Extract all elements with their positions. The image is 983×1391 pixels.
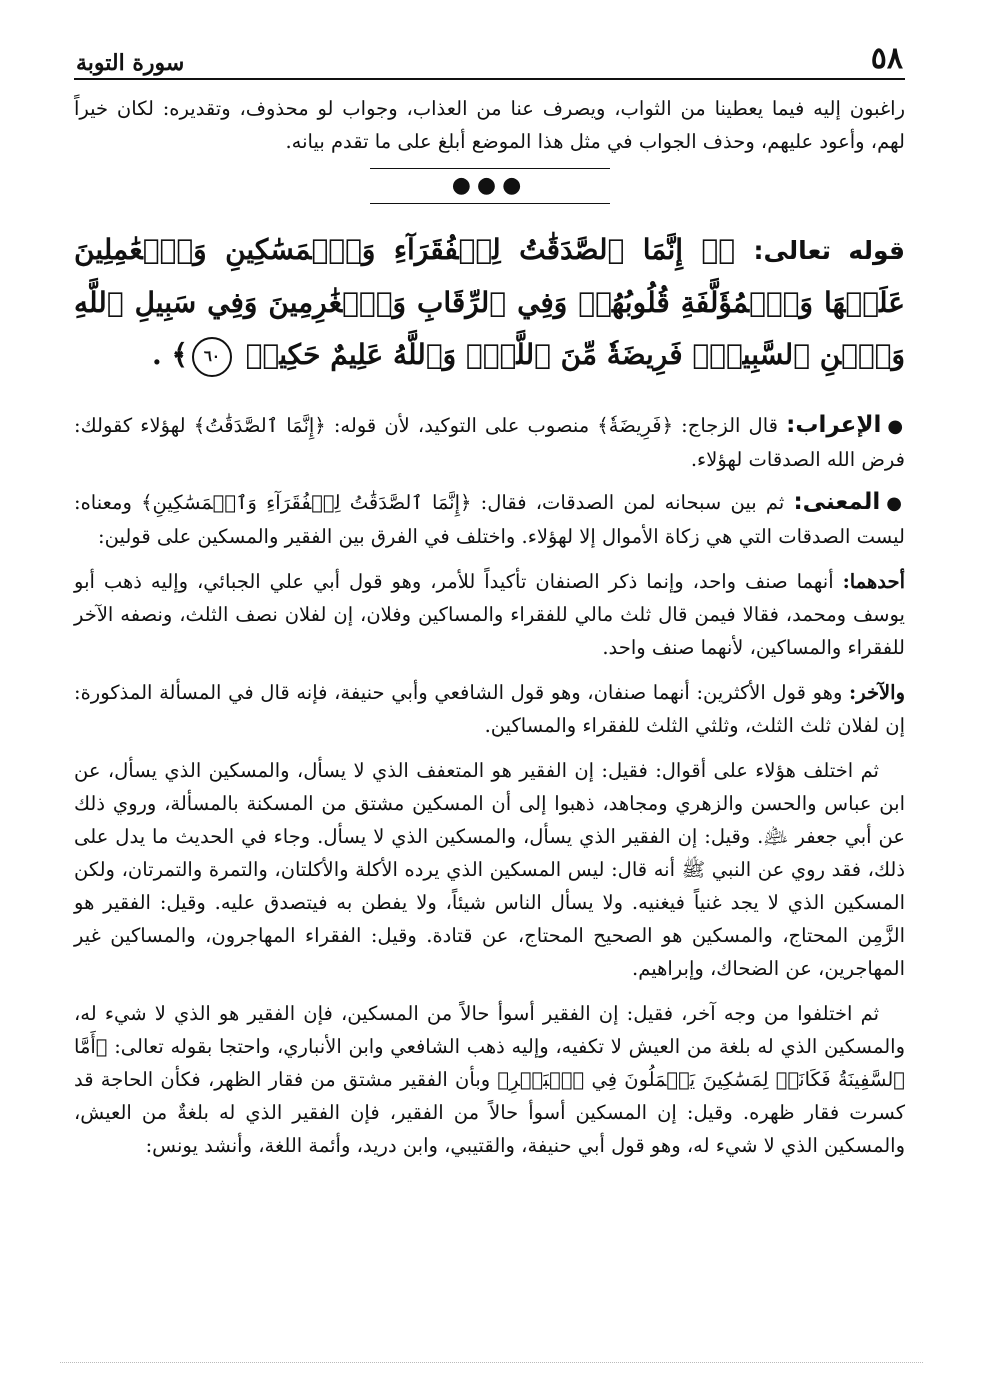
second-opinion-label: والآخر: xyxy=(849,681,905,704)
irab-text: قال الزجاج: ﴿فَرِيضَةٗ﴾ منصوب على التوكيد، لأن قوله: ﴿إِنَّمَا ٱلصَّدَقَٰتُ﴾ لهؤلاء كقولك: فرض الله الصدقات لهؤلاء. xyxy=(74,414,905,471)
differences-paragraph: ثم اختلف هؤلاء على أقوال: فقيل: إن الفقير هو المتعفف الذي لا يسأل، والمسكين الذي يسأل، عن ابن عباس والحسن والزهري ومجاهد، ذهبوا إلى أن المسكين مشتق من المسكنة بالمسألة، وروي ذلك عن أبي جعفر ﵇. وقيل: إن الفقير الذي يسأل، والمسكين الذي لا يسأل. وجاء في الحديث ما يدل على ذلك، فقد روي عن النبي ﷺ أنه قال: ليس المسكين الذي يرده الأكلة والأكلتان، والتمرة والتمرتان، ولكن المسكين الذي لا يجد غنياً فيغنيه. ولا يسأل الناس شيئاً، ولا يفطن به فيتصدق عليه. وقيل: الفقير هو الزَّمِن المحتاج، والمسكين هو الصحيح المحتاج، عن قتادة. وقيل: الفقراء المهاجرون، والمساكين غير المهاجرين، عن الضحاك، وإبراهيم. xyxy=(74,759,905,980)
first-opinion-paragraph xyxy=(74,565,905,664)
irab-label: الإعراب: xyxy=(786,412,882,438)
bullet-icon: ● xyxy=(887,416,906,437)
maana-label: المعنى: xyxy=(793,489,881,515)
separator-line-bottom xyxy=(370,203,610,204)
maana-section xyxy=(74,486,905,553)
intro-paragraph: راغبون إليه فيما يعطينا من الثواب، ويصرف عنا من العذاب، وجواب لو محذوف، وتقديره: لكان خيراً لهم، وأعود عليهم، وحذف الجواب في مثل هذا الموضع أبلغ على ما تقدم بيانه. xyxy=(74,97,905,153)
verse-close: ﴾ . xyxy=(151,338,188,371)
second-opinion-text: وهو قول الأكثرين: أنهما صنفان، وهو قول الشافعي وأبي حنيفة، فإنه قال في المسألة المذكورة: إن لفلان ثلث الثلث، وثلثي الثلث للفقراء والمساكين. xyxy=(74,681,905,737)
page-number: ٥٨ xyxy=(870,41,903,76)
bottom-edge xyxy=(60,1362,923,1363)
second-opinion-paragraph xyxy=(74,676,905,742)
verse-block xyxy=(74,224,905,381)
verse-text: ﴿۞ إِنَّمَا ٱلصَّدَقَٰتُ لِلۡفُقَرَآءِ وَٱلۡمَسَٰكِينِ وَٱلۡعَٰمِلِينَ عَلَيۡهَا وَٱلۡمُؤَلَّفَةِ قُلُوبُهُمۡ وَفِي ٱلرِّقَابِ وَٱلۡغَٰرِمِينَ وَفِي سَبِيلِ ٱللَّهِ وَٱبۡنِ ٱلسَّبِيلِۖ فَرِيضَةٗ مِّنَ ٱللَّهِۗ وَٱللَّهُ عَلِيمٌ حَكِيمٞ xyxy=(74,233,905,371)
bullet-icon: ● xyxy=(886,493,905,514)
separator-dots: ●●● xyxy=(451,173,528,198)
document-page xyxy=(74,34,905,1391)
other-aspect-paragraph: ثم اختلفوا من وجه آخر، فقيل: إن الفقير أسوأ حالاً من المسكين، فإن الفقير هو الذي لا شيء له، والمسكين الذي له بلغة من العيش لا تكفيه، وإليه ذهب الشافعي وابن الأنباري، واحتجا بقوله تعالى: ﴿أَمَّا ٱلسَّفِينَةُ فَكَانَتۡ لِمَسَٰكِينَ يَعۡمَلُونَ فِي ٱلۡبَحۡرِ﴾ وبأن الفقير مشتق من فقار الظهر، فكأن الحاجة قد كسرت فقار ظهره. وقيل: إن المسكين أسوأ حالاً من الفقير، فإن الفقير الذي له بلغةٌ من العيش، والمسكين الذي لا شيء له، وهو قول أبي حنيفة، والقتيبي، وابن دريد، وأئمة اللغة، وأنشد يونس: xyxy=(74,1002,905,1157)
page-header xyxy=(74,34,905,80)
verse-lead: قوله تعالى: xyxy=(753,236,906,265)
maana-text: ثم بين سبحانه لمن الصدقات، فقال: ﴿إِنَّمَا ٱلصَّدَقَٰتُ لِلۡفُقَرَآءِ وَٱلۡمَسَٰكِينِ﴾ ومعناه: ليست الصدقات التي هي زكاة الأموال إلا لهؤلاء. واختلف في الفرق بين الفقير والمسكين على قولين: xyxy=(74,491,905,548)
sura-title: سورة التوبة xyxy=(76,50,185,76)
first-opinion-label: أحدهما: xyxy=(842,570,905,593)
ayah-number-icon: ٦٠ xyxy=(192,337,232,377)
irab-section xyxy=(74,409,905,476)
first-opinion-text: أنهما صنف واحد، وإنما ذكر الصنفان تأكيداً للأمر، وهو قول أبي علي الجبائي، وإليه ذهب أبو يوسف ومحمد، فقالا فيمن قال ثلث مالي للفقراء والمساكين وفلان، إن لفلان نصف الثلث، ونصفه الآخر للفقراء والمساكين، لأنهما صنف واحد. xyxy=(74,570,905,659)
